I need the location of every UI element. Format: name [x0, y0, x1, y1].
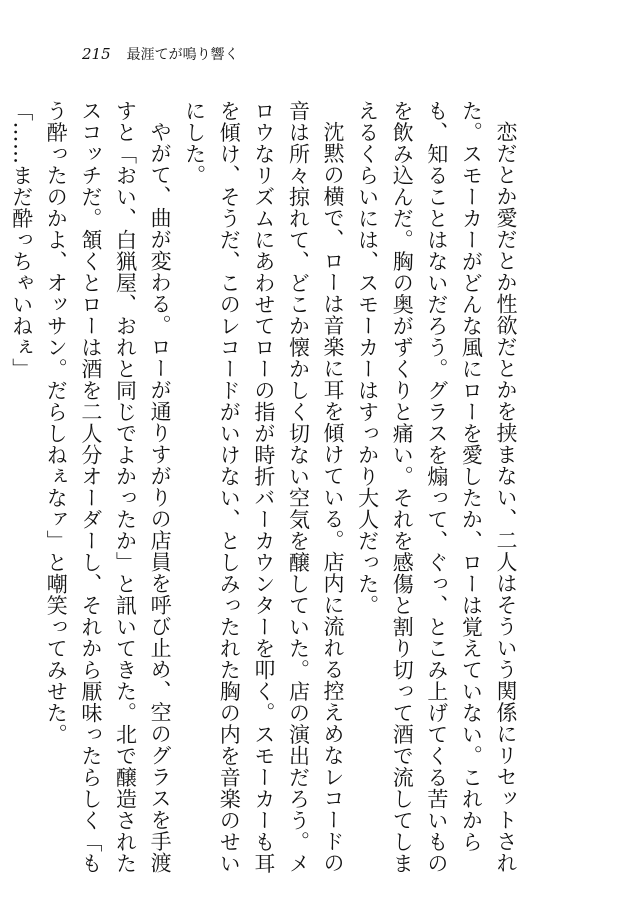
dialogue-line-1: 「……まだ酔っちゃいねぇ」 [9, 100, 34, 380]
paragraph-1: 恋だとか愛だとか性欲だとかを挟まない、二人はそういう関係にリセットされた。スモーカーがどんな風にローを愛したか、ローは覚えていない。これからも、知ることはないだろう。グラスを煽って、ぐっ、とこみ上げてくる苦いものを飲み込んだ。胸の奥がずくりと痛い。それを感傷と割り切って酒で流してしまえるくらいには、スモーカーはすっかり大人だった。 [355, 100, 518, 874]
chapter-title: 最涯てが鳴り響く [126, 47, 239, 63]
page-header [82, 44, 239, 64]
page-number: 215 [82, 45, 111, 63]
paragraph-3: やがて、曲が変わる。ローが通りすがりの店員を呼び止め、空のグラスを手渡すと「おい、白猟屋、おれと同じでよかったか」と訊いてきた。北で醸造されたスコッチだ。頷くとローは酒を二人分オーダーし、それから厭味ったらしく「もう酔ったのかよ、オッサン。だらしねぇなァ」と嘲笑ってみせた。 [44, 100, 173, 874]
body-text [9, 100, 523, 880]
paragraph-2: 沈黙の横で、ローは音楽に耳を傾けている。店内に流れる控えめなレコードの音は所々掠れて、どこか懐かしく切ない空気を醸していた。店の演出だろう。メロウなリズムにあわせてローの指が時折バーカウンターを叩く。スモーカーも耳を傾け、そうだ、このレコードがいけない、としみったれた胸の内を音楽のせいにした。 [182, 100, 346, 874]
dialogue-line-2 [0, 100, 4, 880]
